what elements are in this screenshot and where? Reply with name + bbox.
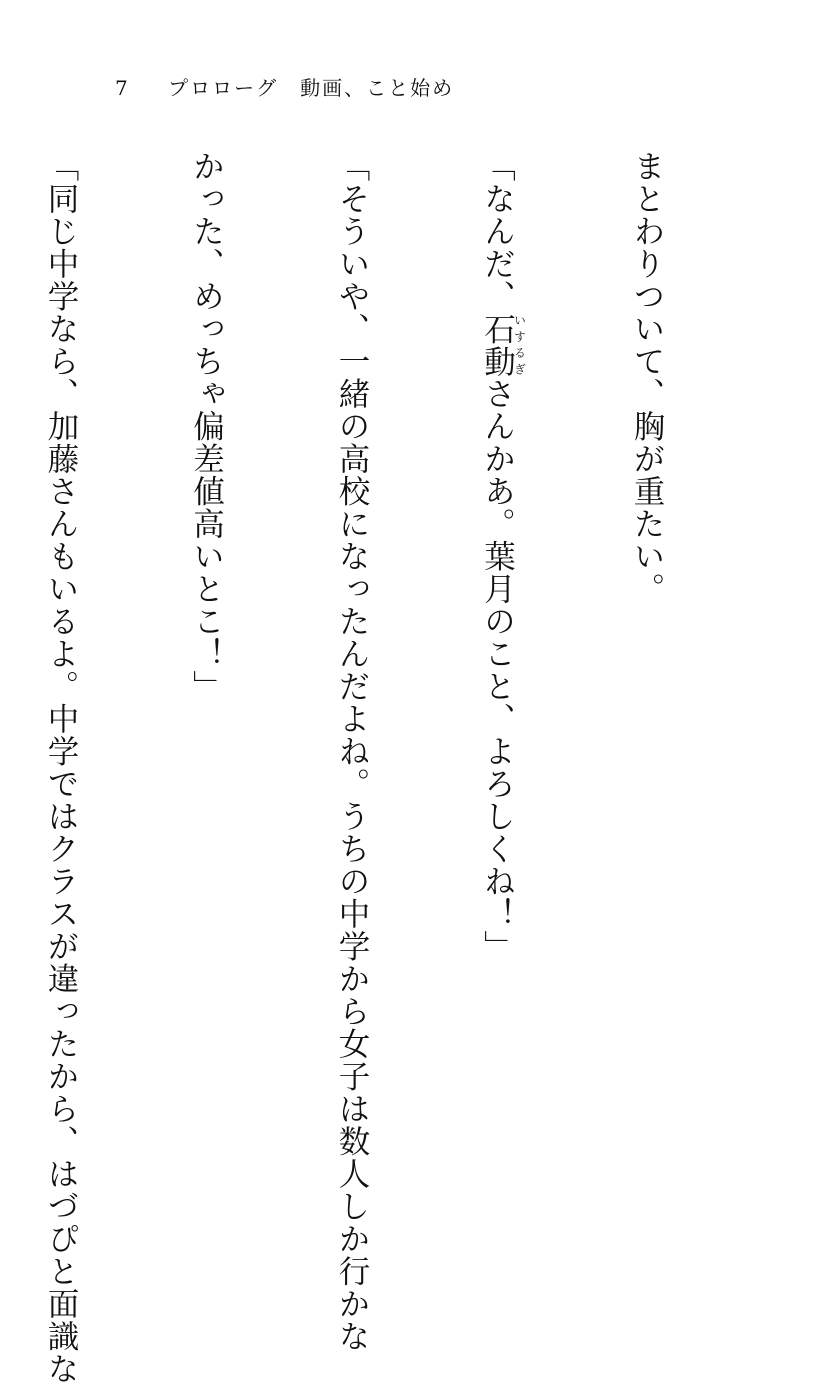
text-line: かった、めっちゃ偏差値高いとこ！」 [188, 150, 225, 703]
chapter-title: プロローグ 動画、こと始め [168, 76, 455, 100]
text-line: 「同じ中学なら、加藤さんもいるよ。中学ではクラスが違ったから、はづぴと面識な [43, 150, 79, 1385]
ruby-annotation: 石動いするぎ [479, 312, 527, 378]
ruby-reading: いするぎ [512, 312, 527, 378]
running-header [115, 72, 454, 101]
page-number: 7 [115, 76, 130, 100]
text-line: まとわりついて、胸が重たい。 [629, 150, 665, 605]
text-line: 「なんだ、石動いするぎさんかあ。葉月のこと、よろしくね！」 [479, 150, 527, 963]
vertical-body-text [0, 150, 768, 1385]
text-line: 「そういや、一緒の高校になったんだよね。うちの中学から女子は数人しか行かな [334, 150, 370, 1353]
